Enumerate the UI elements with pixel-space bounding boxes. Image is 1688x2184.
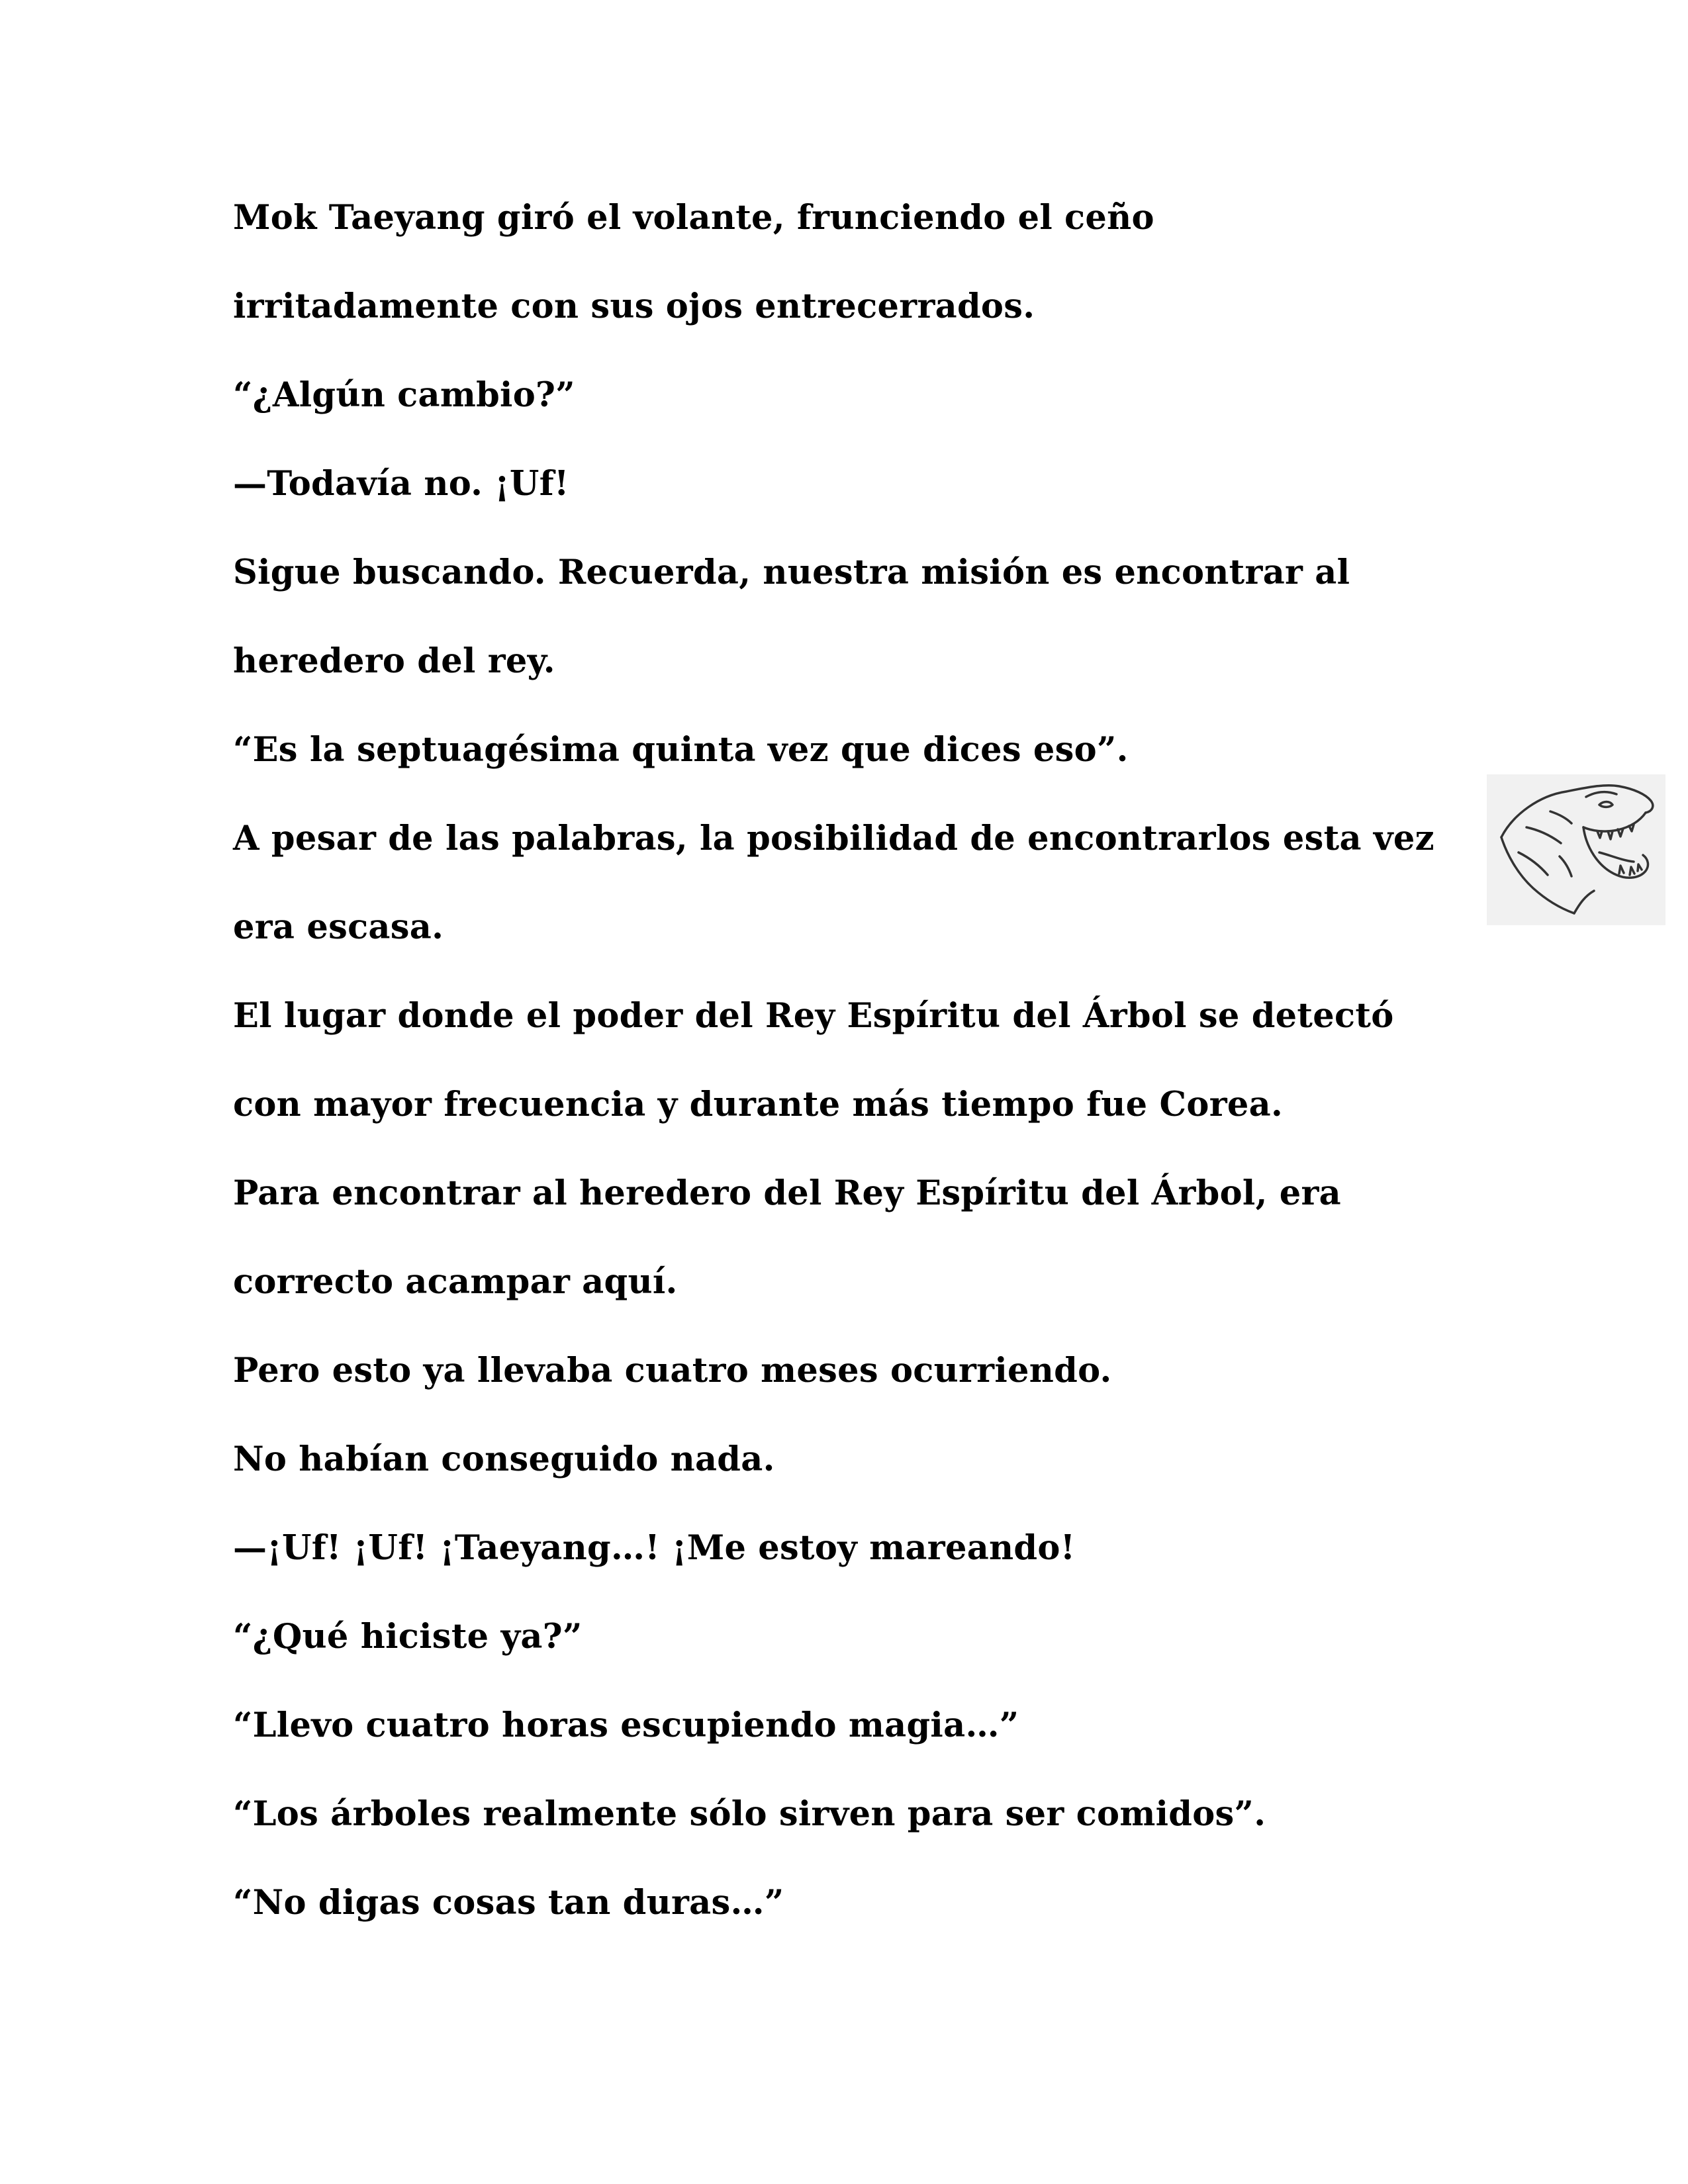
text-line: “Es la septuagésima quinta vez que dices eso”. xyxy=(233,730,1129,770)
text-line: correcto acampar aquí. xyxy=(233,1262,678,1302)
dinosaur-head-icon xyxy=(1487,774,1665,925)
text-line: —Todavía no. ¡Uf! xyxy=(233,464,569,504)
text-line: No habían conseguido nada. xyxy=(233,1439,775,1479)
text-line: “No digas cosas tan duras…” xyxy=(233,1883,784,1923)
text-line: Mok Taeyang giró el volante, frunciendo el ceño xyxy=(233,198,1154,238)
text-line: “¿Algún cambio?” xyxy=(233,375,575,415)
story-text xyxy=(233,193,1491,1967)
text-line: “¿Qué hiciste ya?” xyxy=(233,1617,583,1657)
text-line: El lugar donde el poder del Rey Espíritu del Árbol se detectó xyxy=(233,996,1394,1036)
text-line: Pero esto ya llevaba cuatro meses ocurriendo. xyxy=(233,1351,1112,1390)
text-line: era escasa. xyxy=(233,907,444,947)
text-line: A pesar de las palabras, la posibilidad de encontrarlos esta vez xyxy=(233,819,1434,858)
text-line: heredero del rey. xyxy=(233,641,555,681)
text-line: Sigue buscando. Recuerda, nuestra misión es encontrar al xyxy=(233,553,1350,592)
text-line: Para encontrar al heredero del Rey Espíritu del Árbol, era xyxy=(233,1173,1341,1213)
text-line: “Llevo cuatro horas escupiendo magia…” xyxy=(233,1706,1019,1745)
text-line: “Los árboles realmente sólo sirven para ser comidos”. xyxy=(233,1794,1266,1834)
text-line: con mayor frecuencia y durante más tiempo fue Corea. xyxy=(233,1085,1284,1124)
text-line: irritadamente con sus ojos entrecerrados. xyxy=(233,287,1035,326)
text-line: —¡Uf! ¡Uf! ¡Taeyang…! ¡Me estoy mareando! xyxy=(233,1528,1076,1568)
